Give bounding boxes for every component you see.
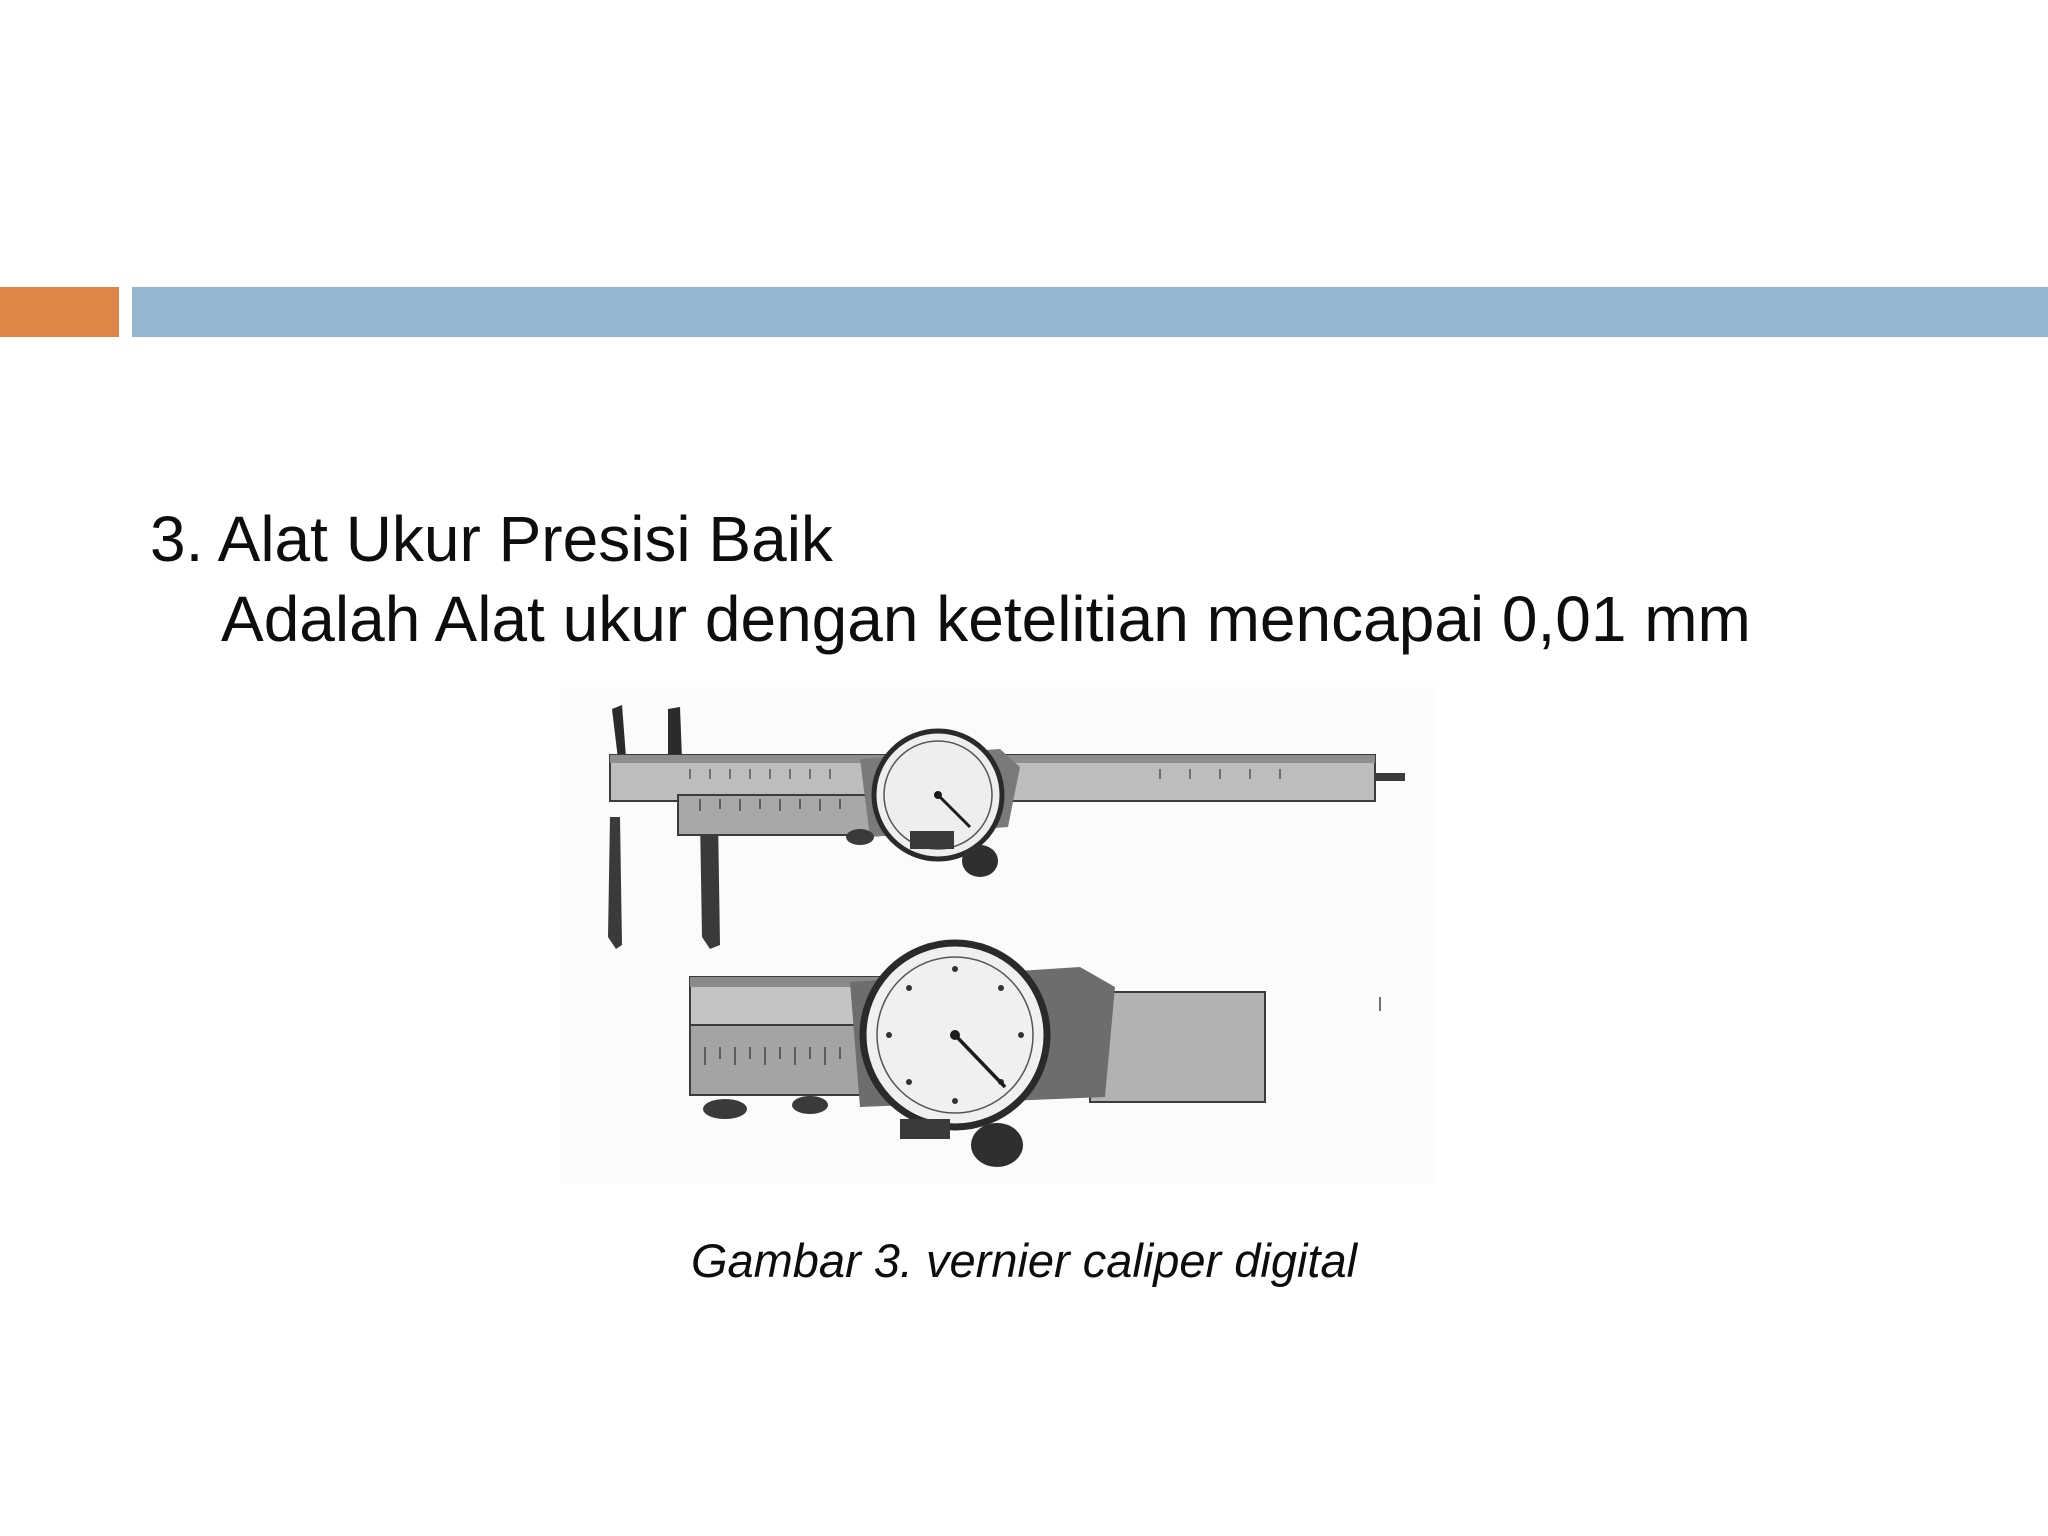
caliper-figure [560, 687, 1436, 1183]
caliper-full-view [608, 705, 1405, 949]
slide-subtitle: Adalah Alat ukur dengan ketelitian mencapai 0,01 mm [221, 583, 1751, 655]
figure-caption: Gambar 3. vernier caliper digital [690, 1234, 1358, 1287]
slide-title: 3. Alat Ukur Presisi Baik [150, 503, 833, 575]
caliper-dial-closeup [690, 943, 1380, 1167]
header-accent-orange [0, 287, 119, 337]
header-accent-blue [132, 287, 2048, 337]
